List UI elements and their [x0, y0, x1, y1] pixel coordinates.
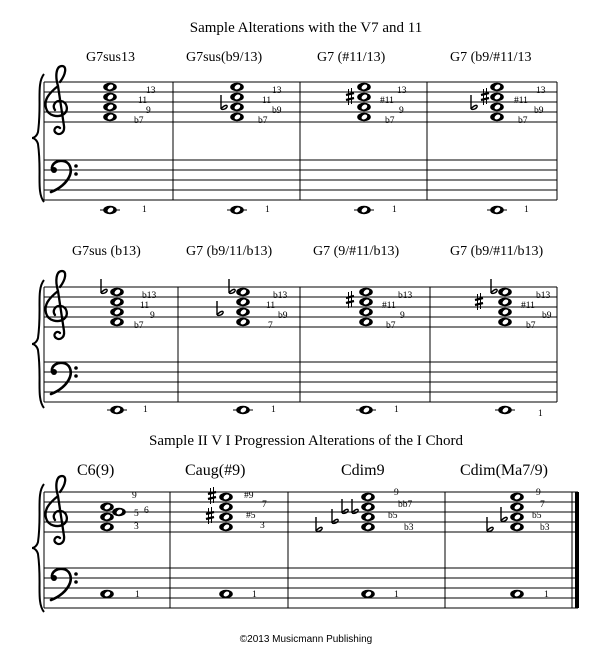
chord-name: G7sus (b13)	[72, 244, 141, 259]
interval-label: b3	[540, 523, 550, 533]
chord-name: G7sus13	[86, 50, 136, 65]
interval-label: bb7	[398, 500, 413, 510]
chord-name: Cdim9	[341, 462, 385, 479]
interval-label: b13	[142, 291, 157, 301]
interval-label: 3	[134, 522, 139, 532]
bass-interval-label: 1	[271, 405, 276, 415]
chord-name: G7 (9/#11/b13)	[313, 244, 400, 259]
interval-label: b5	[388, 511, 398, 521]
interval-label: b7	[258, 116, 268, 126]
interval-label: 3	[260, 521, 265, 531]
bass-interval-label: 1	[394, 590, 399, 600]
copyright-notice: ©2013 Musicmann Publishing	[239, 634, 373, 645]
bass-interval-label: 1	[392, 205, 397, 215]
interval-label: #11	[521, 301, 535, 311]
bass-interval-label: 1	[524, 205, 529, 215]
chord-name: Caug(#9)	[185, 462, 246, 479]
interval-label: 11	[138, 96, 148, 106]
interval-label: 7	[540, 500, 545, 510]
section-title-v7-11: Sample Alterations with the V7 and 11	[189, 20, 423, 36]
chord-name: C6(9)	[77, 462, 115, 479]
interval-label: #11	[514, 96, 528, 106]
chord-name: G7sus(b9/13)	[186, 50, 263, 65]
interval-label: 13	[272, 86, 282, 96]
bass-interval-label: 1	[143, 405, 148, 415]
bass-interval-label: 1	[135, 590, 140, 600]
interval-label: b7	[134, 116, 144, 126]
interval-label: #5	[246, 511, 256, 521]
interval-label: b13	[536, 291, 551, 301]
interval-label: 9	[146, 106, 151, 116]
interval-label: b7	[134, 321, 144, 331]
interval-label: b7	[385, 116, 395, 126]
interval-label: b5	[532, 511, 542, 521]
interval-label: b13	[398, 291, 413, 301]
interval-label: 9	[150, 311, 155, 321]
chord-name: G7 (b9/#11/13	[450, 50, 532, 65]
bass-interval-label: 1	[544, 590, 549, 600]
interval-label: 7	[268, 321, 273, 331]
interval-label: 5	[134, 509, 139, 519]
interval-label: b9	[542, 311, 552, 321]
interval-label: #11	[382, 301, 396, 311]
interval-label: 9	[132, 491, 137, 501]
interval-label: 13	[397, 86, 407, 96]
interval-labels	[132, 86, 552, 600]
interval-label: 9	[536, 488, 541, 498]
interval-label: b7	[526, 321, 536, 331]
staff-system-3	[32, 476, 579, 612]
staff-system-2	[32, 271, 557, 414]
bass-interval-label: 1	[252, 590, 257, 600]
chord-name: G7 (b9/11/b13)	[186, 244, 273, 259]
chord-name: Cdim(Ma7/9)	[460, 462, 548, 479]
interval-label: 7	[262, 500, 267, 510]
interval-label: 9	[399, 106, 404, 116]
interval-label: #11	[380, 96, 394, 106]
interval-label: b9	[534, 106, 544, 116]
interval-label: b7	[386, 321, 396, 331]
interval-label: 11	[266, 301, 276, 311]
interval-label: 9	[394, 488, 399, 498]
interval-label: 11	[140, 301, 150, 311]
interval-label: b9	[272, 106, 282, 116]
interval-label: b7	[518, 116, 528, 126]
chord-name: G7 (#11/13)	[317, 50, 386, 65]
interval-label: 13	[146, 86, 156, 96]
interval-label: 9	[400, 311, 405, 321]
interval-label: b3	[404, 523, 414, 533]
interval-label: #9	[244, 491, 254, 501]
interval-label: 11	[262, 96, 272, 106]
chord-name: G7 (b9/#11/b13)	[450, 244, 544, 259]
interval-label: 6	[144, 506, 149, 516]
interval-label: b13	[273, 291, 288, 301]
bass-interval-label: 1	[538, 409, 543, 419]
bass-interval-label: 1	[142, 205, 147, 215]
interval-label: b9	[278, 311, 288, 321]
staff-system-1	[32, 66, 557, 214]
interval-label: 13	[536, 86, 546, 96]
bass-interval-label: 1	[394, 405, 399, 415]
section-title-ii-v-i: Sample II V I Progression Alterations of the I Chord	[149, 433, 463, 449]
bass-interval-label: 1	[265, 205, 270, 215]
